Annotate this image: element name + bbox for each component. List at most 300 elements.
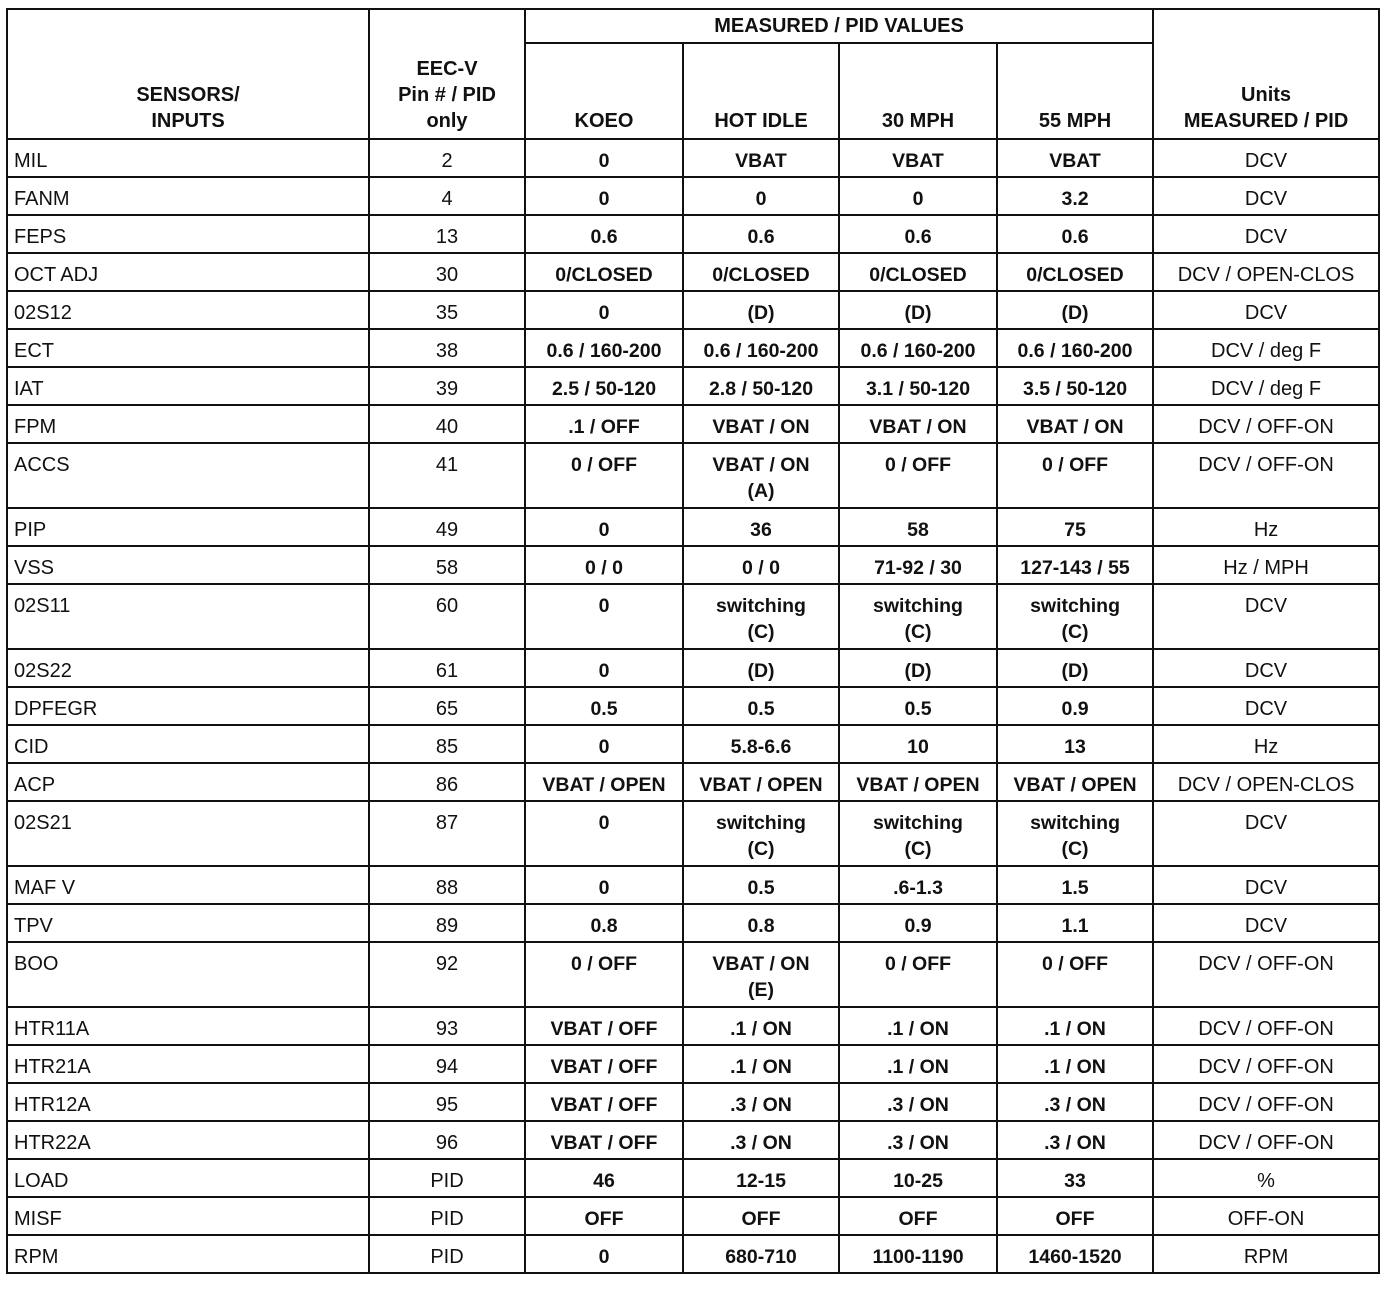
value-cell-55-mph bbox=[997, 942, 1153, 1007]
table-row bbox=[7, 215, 1379, 253]
table-row bbox=[7, 1083, 1379, 1121]
value-text: 0 bbox=[598, 812, 610, 834]
value-cell-30-mph bbox=[839, 253, 997, 291]
value-text: 0 / OFF bbox=[1041, 953, 1109, 975]
value-text: .1 / ON bbox=[1044, 1056, 1106, 1078]
value-cell-koeo bbox=[525, 508, 683, 546]
table-row bbox=[7, 942, 1379, 1007]
units-cell: Hz / MPH bbox=[1153, 546, 1379, 584]
units-cell: Hz bbox=[1153, 725, 1379, 763]
units-cell: DCV bbox=[1153, 904, 1379, 942]
pin-cell: 41 bbox=[369, 443, 525, 508]
value-cell-koeo bbox=[525, 215, 683, 253]
value-text: (D) bbox=[1061, 302, 1089, 324]
value-cell-koeo bbox=[525, 367, 683, 405]
pin-cell: 86 bbox=[369, 763, 525, 801]
units-cell: DCV / deg F bbox=[1153, 367, 1379, 405]
pin-cell: 40 bbox=[369, 405, 525, 443]
units-cell: DCV / deg F bbox=[1153, 329, 1379, 367]
table-row bbox=[7, 291, 1379, 329]
value-text: VBAT / OPEN bbox=[699, 774, 823, 796]
pin-cell: 13 bbox=[369, 215, 525, 253]
value-text: (D) bbox=[747, 660, 775, 682]
value-text: switching bbox=[716, 595, 806, 617]
value-cell-30-mph bbox=[839, 1197, 997, 1235]
header-55-mph: 55 MPH bbox=[997, 43, 1153, 139]
value-text: 0 / 0 bbox=[585, 557, 623, 579]
value-cell-koeo bbox=[525, 177, 683, 215]
value-cell-hot-idle bbox=[683, 1007, 839, 1045]
value-text: 0 bbox=[912, 188, 924, 210]
value-text: 0 bbox=[598, 302, 610, 324]
sensor-name-cell: FPM bbox=[7, 405, 369, 443]
sensor-name-cell: RPM bbox=[7, 1235, 369, 1273]
sensor-name-cell: LOAD bbox=[7, 1159, 369, 1197]
sensor-name-cell: HTR21A bbox=[7, 1045, 369, 1083]
value-cell-55-mph bbox=[997, 291, 1153, 329]
table-row bbox=[7, 801, 1379, 866]
value-note: (C) bbox=[747, 838, 775, 860]
value-cell-55-mph bbox=[997, 508, 1153, 546]
value-cell-55-mph bbox=[997, 687, 1153, 725]
value-cell-koeo bbox=[525, 253, 683, 291]
value-cell-hot-idle bbox=[683, 367, 839, 405]
units-cell: DCV bbox=[1153, 584, 1379, 649]
value-text: (D) bbox=[904, 660, 932, 682]
value-text: VBAT / OPEN bbox=[856, 774, 980, 796]
value-cell-55-mph bbox=[997, 177, 1153, 215]
value-cell-hot-idle bbox=[683, 1235, 839, 1273]
value-cell-hot-idle bbox=[683, 904, 839, 942]
units-cell: DCV / OFF-ON bbox=[1153, 1083, 1379, 1121]
sensor-name-cell: MAF V bbox=[7, 866, 369, 904]
value-text: 33 bbox=[1064, 1170, 1086, 1192]
value-cell-30-mph bbox=[839, 1083, 997, 1121]
value-note: (C) bbox=[904, 838, 932, 860]
value-cell-30-mph bbox=[839, 1121, 997, 1159]
value-cell-30-mph bbox=[839, 177, 997, 215]
table-row bbox=[7, 139, 1379, 177]
sensor-name-cell: 02S22 bbox=[7, 649, 369, 687]
sensor-name-cell: CID bbox=[7, 725, 369, 763]
sensor-name-cell: HTR22A bbox=[7, 1121, 369, 1159]
value-text: 0/CLOSED bbox=[712, 264, 810, 286]
value-text: switching bbox=[716, 812, 806, 834]
value-text: 0 / OFF bbox=[884, 454, 952, 476]
value-cell-55-mph bbox=[997, 215, 1153, 253]
table-row bbox=[7, 1159, 1379, 1197]
value-text: 75 bbox=[1064, 519, 1086, 541]
value-cell-hot-idle bbox=[683, 177, 839, 215]
value-text: VBAT / OFF bbox=[550, 1094, 658, 1116]
value-cell-30-mph bbox=[839, 649, 997, 687]
table-row bbox=[7, 1197, 1379, 1235]
value-cell-55-mph bbox=[997, 1197, 1153, 1235]
value-cell-55-mph bbox=[997, 763, 1153, 801]
value-cell-koeo bbox=[525, 139, 683, 177]
value-text: 0/CLOSED bbox=[869, 264, 967, 286]
sensor-name-cell: ACCS bbox=[7, 443, 369, 508]
value-cell-koeo bbox=[525, 649, 683, 687]
value-cell-hot-idle bbox=[683, 1045, 839, 1083]
value-cell-hot-idle bbox=[683, 866, 839, 904]
value-text: 0.6 bbox=[747, 226, 775, 248]
value-text: .3 / ON bbox=[1044, 1094, 1106, 1116]
pin-cell: 89 bbox=[369, 904, 525, 942]
value-cell-hot-idle bbox=[683, 215, 839, 253]
sensor-name-cell: HTR11A bbox=[7, 1007, 369, 1045]
value-cell-koeo bbox=[525, 443, 683, 508]
table-row bbox=[7, 1235, 1379, 1273]
table-row bbox=[7, 546, 1379, 584]
value-text: 0/CLOSED bbox=[555, 264, 653, 286]
pin-cell: 58 bbox=[369, 546, 525, 584]
value-cell-30-mph bbox=[839, 942, 997, 1007]
header-units: Units MEASURED / PID bbox=[1153, 9, 1379, 139]
value-text: 0 bbox=[598, 660, 610, 682]
value-cell-55-mph bbox=[997, 801, 1153, 866]
value-text: 0 / OFF bbox=[884, 953, 952, 975]
sensor-name-cell: TPV bbox=[7, 904, 369, 942]
sensor-name-cell: 02S21 bbox=[7, 801, 369, 866]
value-cell-koeo bbox=[525, 866, 683, 904]
value-cell-hot-idle bbox=[683, 291, 839, 329]
value-text: 13 bbox=[1064, 736, 1086, 758]
value-text: .1 / ON bbox=[730, 1018, 792, 1040]
header-koeo: KOEO bbox=[525, 43, 683, 139]
sensor-name-cell: IAT bbox=[7, 367, 369, 405]
sensor-name-cell: PIP bbox=[7, 508, 369, 546]
value-text: switching bbox=[1030, 812, 1120, 834]
value-cell-30-mph bbox=[839, 1235, 997, 1273]
table-row bbox=[7, 253, 1379, 291]
value-cell-koeo bbox=[525, 584, 683, 649]
pin-cell: 49 bbox=[369, 508, 525, 546]
value-text: 0.8 bbox=[747, 915, 775, 937]
value-cell-55-mph bbox=[997, 139, 1153, 177]
value-text: 0 bbox=[598, 1246, 610, 1268]
units-cell: DCV / OFF-ON bbox=[1153, 1121, 1379, 1159]
value-text: 5.8-6.6 bbox=[730, 736, 792, 758]
value-text: 58 bbox=[907, 519, 929, 541]
units-cell: DCV bbox=[1153, 866, 1379, 904]
table-row bbox=[7, 687, 1379, 725]
value-cell-55-mph bbox=[997, 866, 1153, 904]
value-note: (C) bbox=[747, 621, 775, 643]
table-row bbox=[7, 177, 1379, 215]
value-text: switching bbox=[873, 812, 963, 834]
value-text: 0 bbox=[598, 595, 610, 617]
value-text: VBAT / ON bbox=[712, 953, 810, 975]
pin-cell: 87 bbox=[369, 801, 525, 866]
table-row bbox=[7, 329, 1379, 367]
value-cell-30-mph bbox=[839, 763, 997, 801]
value-cell-55-mph bbox=[997, 367, 1153, 405]
value-text: .1 / ON bbox=[887, 1018, 949, 1040]
value-cell-hot-idle bbox=[683, 942, 839, 1007]
value-cell-30-mph bbox=[839, 443, 997, 508]
value-text: 1460-1520 bbox=[1028, 1246, 1122, 1268]
value-cell-55-mph bbox=[997, 725, 1153, 763]
value-text: VBAT / ON bbox=[1026, 416, 1124, 438]
value-text: 0 bbox=[755, 188, 767, 210]
value-cell-koeo bbox=[525, 1121, 683, 1159]
value-cell-koeo bbox=[525, 725, 683, 763]
value-cell-koeo bbox=[525, 329, 683, 367]
header-sensors: SENSORS/ INPUTS bbox=[7, 9, 369, 139]
value-note: (C) bbox=[1061, 621, 1089, 643]
value-cell-hot-idle bbox=[683, 1159, 839, 1197]
table-row bbox=[7, 584, 1379, 649]
value-cell-30-mph bbox=[839, 1007, 997, 1045]
value-text: 0.6 / 160-200 bbox=[1017, 340, 1133, 362]
table-row bbox=[7, 763, 1379, 801]
pin-cell: 39 bbox=[369, 367, 525, 405]
units-cell: DCV / OPEN-CLOS bbox=[1153, 253, 1379, 291]
value-cell-30-mph bbox=[839, 1159, 997, 1197]
pin-cell: PID bbox=[369, 1197, 525, 1235]
sensor-name-cell: VSS bbox=[7, 546, 369, 584]
value-cell-koeo bbox=[525, 405, 683, 443]
units-cell: DCV / OFF-ON bbox=[1153, 942, 1379, 1007]
value-cell-koeo bbox=[525, 546, 683, 584]
sensor-name-cell: DPFEGR bbox=[7, 687, 369, 725]
pin-cell: 94 bbox=[369, 1045, 525, 1083]
value-text: VBAT / OFF bbox=[550, 1132, 658, 1154]
value-text: 0.5 bbox=[747, 877, 775, 899]
value-cell-hot-idle bbox=[683, 253, 839, 291]
units-cell: OFF-ON bbox=[1153, 1197, 1379, 1235]
units-cell: DCV bbox=[1153, 687, 1379, 725]
sensor-name-cell: FEPS bbox=[7, 215, 369, 253]
sensor-name-cell: HTR12A bbox=[7, 1083, 369, 1121]
value-text: switching bbox=[873, 595, 963, 617]
value-text: 46 bbox=[593, 1170, 615, 1192]
pin-cell: 92 bbox=[369, 942, 525, 1007]
value-cell-hot-idle bbox=[683, 139, 839, 177]
value-text: .1 / ON bbox=[730, 1056, 792, 1078]
table-row bbox=[7, 904, 1379, 942]
value-text: .3 / ON bbox=[1044, 1132, 1106, 1154]
units-cell: DCV bbox=[1153, 139, 1379, 177]
value-cell-hot-idle bbox=[683, 1197, 839, 1235]
pin-cell: 35 bbox=[369, 291, 525, 329]
header-30-mph: 30 MPH bbox=[839, 43, 997, 139]
units-cell: DCV bbox=[1153, 649, 1379, 687]
value-text: 0.6 / 160-200 bbox=[546, 340, 662, 362]
units-cell: DCV / OFF-ON bbox=[1153, 443, 1379, 508]
pin-cell: PID bbox=[369, 1235, 525, 1273]
value-text: 0 / OFF bbox=[570, 454, 638, 476]
value-text: (D) bbox=[1061, 660, 1089, 682]
value-text: 12-15 bbox=[736, 1170, 786, 1192]
units-cell: % bbox=[1153, 1159, 1379, 1197]
value-text: 0.9 bbox=[904, 915, 932, 937]
value-cell-55-mph bbox=[997, 329, 1153, 367]
value-text: OFF bbox=[741, 1208, 781, 1230]
value-text: 0.9 bbox=[1061, 698, 1089, 720]
pin-cell: 93 bbox=[369, 1007, 525, 1045]
value-cell-55-mph bbox=[997, 405, 1153, 443]
value-cell-hot-idle bbox=[683, 649, 839, 687]
sensor-name-cell: MISF bbox=[7, 1197, 369, 1235]
value-cell-koeo bbox=[525, 904, 683, 942]
table-body bbox=[7, 139, 1379, 1273]
value-text: 0 bbox=[598, 877, 610, 899]
pid-values-table bbox=[6, 8, 1380, 1274]
value-cell-30-mph bbox=[839, 546, 997, 584]
table-row bbox=[7, 725, 1379, 763]
value-cell-hot-idle bbox=[683, 329, 839, 367]
header-hot-idle: HOT IDLE bbox=[683, 43, 839, 139]
sensor-name-cell: MIL bbox=[7, 139, 369, 177]
value-text: 0 bbox=[598, 188, 610, 210]
value-text: VBAT / OFF bbox=[550, 1056, 658, 1078]
pin-cell: 65 bbox=[369, 687, 525, 725]
value-note: (C) bbox=[904, 621, 932, 643]
table-row bbox=[7, 405, 1379, 443]
value-text: 0 bbox=[598, 519, 610, 541]
value-cell-koeo bbox=[525, 763, 683, 801]
value-cell-hot-idle bbox=[683, 508, 839, 546]
value-cell-30-mph bbox=[839, 291, 997, 329]
value-text: VBAT / OPEN bbox=[542, 774, 666, 796]
value-cell-30-mph bbox=[839, 866, 997, 904]
value-cell-koeo bbox=[525, 1083, 683, 1121]
value-text: 0.5 bbox=[904, 698, 932, 720]
value-cell-hot-idle bbox=[683, 1083, 839, 1121]
value-text: 2.8 / 50-120 bbox=[708, 378, 814, 400]
units-cell: DCV / OPEN-CLOS bbox=[1153, 763, 1379, 801]
value-text: VBAT / OFF bbox=[550, 1018, 658, 1040]
value-text: 3.2 bbox=[1061, 188, 1089, 210]
table-row bbox=[7, 1045, 1379, 1083]
table-row bbox=[7, 508, 1379, 546]
table-row bbox=[7, 443, 1379, 508]
sensor-name-cell: FANM bbox=[7, 177, 369, 215]
value-text: VBAT / OPEN bbox=[1013, 774, 1137, 796]
value-cell-koeo bbox=[525, 1159, 683, 1197]
value-cell-hot-idle bbox=[683, 584, 839, 649]
value-cell-koeo bbox=[525, 687, 683, 725]
value-cell-hot-idle bbox=[683, 725, 839, 763]
units-cell: RPM bbox=[1153, 1235, 1379, 1273]
value-text: 0.6 / 160-200 bbox=[860, 340, 976, 362]
value-cell-30-mph bbox=[839, 725, 997, 763]
value-cell-hot-idle bbox=[683, 687, 839, 725]
value-cell-55-mph bbox=[997, 1045, 1153, 1083]
pin-cell: 30 bbox=[369, 253, 525, 291]
value-cell-koeo bbox=[525, 1197, 683, 1235]
value-cell-30-mph bbox=[839, 584, 997, 649]
value-cell-55-mph bbox=[997, 253, 1153, 291]
value-text: 10-25 bbox=[893, 1170, 943, 1192]
value-cell-55-mph bbox=[997, 584, 1153, 649]
value-text: .6-1.3 bbox=[893, 877, 943, 899]
table-row bbox=[7, 367, 1379, 405]
value-cell-30-mph bbox=[839, 508, 997, 546]
value-cell-30-mph bbox=[839, 329, 997, 367]
pin-cell: 2 bbox=[369, 139, 525, 177]
pin-cell: 96 bbox=[369, 1121, 525, 1159]
table-row bbox=[7, 649, 1379, 687]
value-text: .3 / ON bbox=[730, 1132, 792, 1154]
value-cell-30-mph bbox=[839, 139, 997, 177]
value-cell-30-mph bbox=[839, 1045, 997, 1083]
value-text: 10 bbox=[907, 736, 929, 758]
value-cell-hot-idle bbox=[683, 405, 839, 443]
value-text: 0.5 bbox=[747, 698, 775, 720]
value-text: (D) bbox=[904, 302, 932, 324]
value-text: .1 / ON bbox=[887, 1056, 949, 1078]
value-cell-30-mph bbox=[839, 687, 997, 725]
units-cell: DCV bbox=[1153, 215, 1379, 253]
value-cell-koeo bbox=[525, 801, 683, 866]
value-text: switching bbox=[1030, 595, 1120, 617]
table-row bbox=[7, 866, 1379, 904]
value-cell-hot-idle bbox=[683, 801, 839, 866]
value-text: OFF bbox=[898, 1208, 938, 1230]
value-text: 3.1 / 50-120 bbox=[865, 378, 971, 400]
header-measured-values: MEASURED / PID VALUES bbox=[525, 9, 1153, 43]
value-text: 1100-1190 bbox=[872, 1246, 964, 1268]
value-cell-hot-idle bbox=[683, 763, 839, 801]
value-cell-55-mph bbox=[997, 904, 1153, 942]
value-text: 680-710 bbox=[725, 1246, 797, 1268]
value-text: 1.1 bbox=[1061, 915, 1089, 937]
units-cell: DCV bbox=[1153, 177, 1379, 215]
value-text: 0 / OFF bbox=[570, 953, 638, 975]
pin-cell: 61 bbox=[369, 649, 525, 687]
value-cell-55-mph bbox=[997, 1083, 1153, 1121]
value-text: VBAT / ON bbox=[712, 416, 810, 438]
sensor-name-cell: 02S12 bbox=[7, 291, 369, 329]
value-cell-55-mph bbox=[997, 1235, 1153, 1273]
value-cell-55-mph bbox=[997, 1121, 1153, 1159]
value-text: 0.6 / 160-200 bbox=[703, 340, 819, 362]
sensor-name-cell: OCT ADJ bbox=[7, 253, 369, 291]
value-note: (A) bbox=[747, 480, 775, 502]
value-cell-55-mph bbox=[997, 443, 1153, 508]
value-text: 0 / 0 bbox=[742, 557, 780, 579]
value-text: 1.5 bbox=[1061, 877, 1089, 899]
pin-cell: 88 bbox=[369, 866, 525, 904]
value-cell-hot-idle bbox=[683, 1121, 839, 1159]
pin-cell: 60 bbox=[369, 584, 525, 649]
value-text: .3 / ON bbox=[887, 1094, 949, 1116]
table-row bbox=[7, 1121, 1379, 1159]
value-text: 0 bbox=[598, 150, 610, 172]
value-cell-30-mph bbox=[839, 405, 997, 443]
value-text: .3 / ON bbox=[887, 1132, 949, 1154]
sensor-name-cell: ACP bbox=[7, 763, 369, 801]
value-cell-koeo bbox=[525, 1045, 683, 1083]
value-text: 0/CLOSED bbox=[1026, 264, 1124, 286]
pin-cell: 4 bbox=[369, 177, 525, 215]
value-cell-koeo bbox=[525, 291, 683, 329]
value-cell-30-mph bbox=[839, 801, 997, 866]
units-cell: Hz bbox=[1153, 508, 1379, 546]
value-text: VBAT / ON bbox=[869, 416, 967, 438]
value-cell-koeo bbox=[525, 1007, 683, 1045]
units-cell: DCV bbox=[1153, 291, 1379, 329]
value-text: 2.5 / 50-120 bbox=[551, 378, 657, 400]
value-text: 0.6 bbox=[1061, 226, 1089, 248]
value-text: 0.5 bbox=[590, 698, 618, 720]
value-text: OFF bbox=[1055, 1208, 1095, 1230]
value-cell-hot-idle bbox=[683, 443, 839, 508]
sensor-name-cell: ECT bbox=[7, 329, 369, 367]
